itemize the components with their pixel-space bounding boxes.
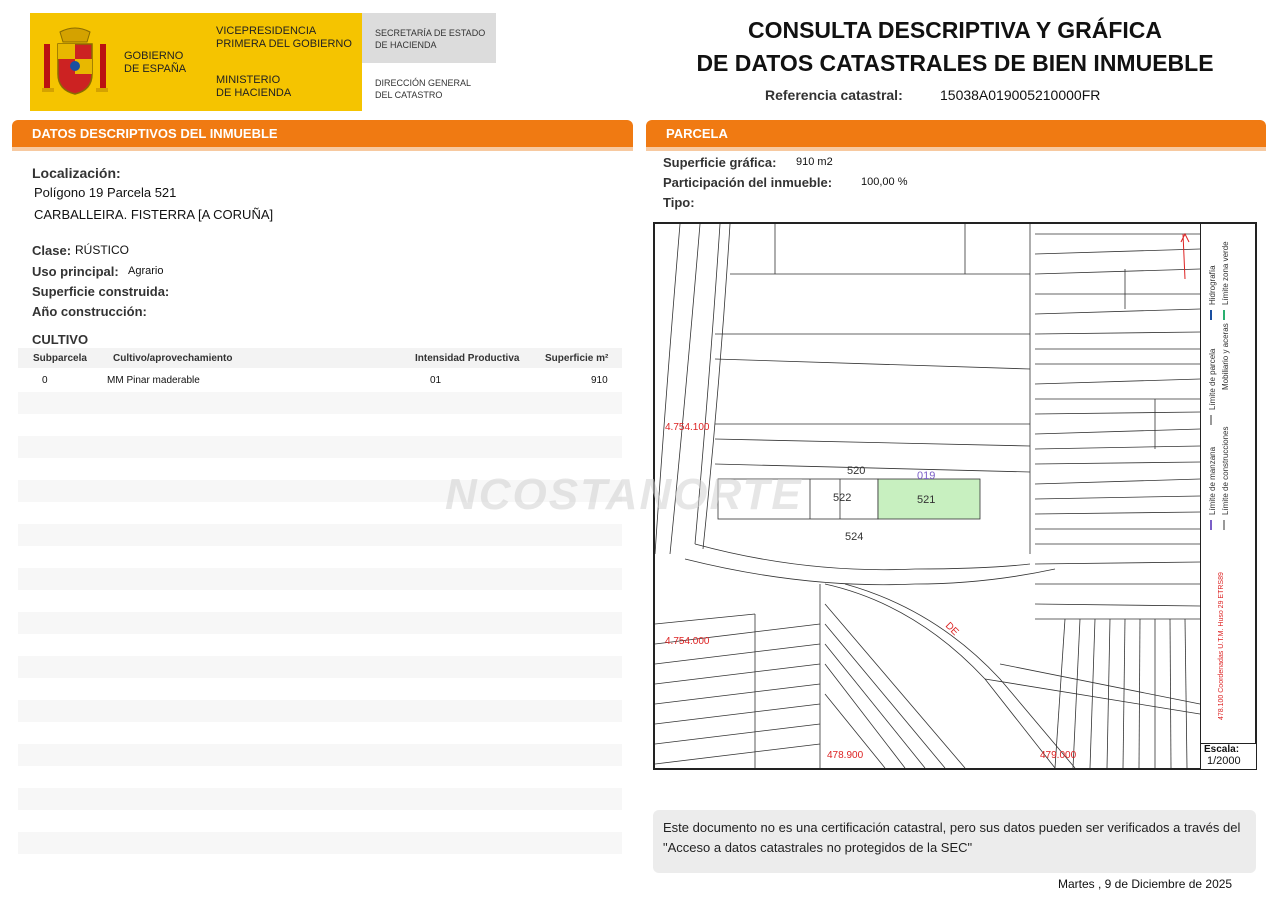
cultivo-title: CULTIVO [32,332,89,347]
north-arrow-icon [1181,234,1189,279]
table-row [18,766,622,788]
table-row [18,810,622,832]
row-superficie: 910 [591,375,608,386]
table-row [18,524,622,546]
document-date: Martes , 9 de Diciembre de 2025 [1058,877,1233,891]
disclaimer-note: Este documento no es una certificación catastral, pero sus datos pueden ser verificados a través del "Acceso a datos catastrales no protegidos de la SEC" [653,810,1256,873]
coord-x-left: 478.900 [827,750,864,761]
parcel-520-label: 520 [847,465,866,477]
road-label: DE [942,620,961,638]
watermark: NCOSTANORTE [445,470,803,519]
parcela-header: PARCELA [646,120,1266,148]
superficie-grafica-label: Superficie gráfica: [663,155,777,170]
legend-construcciones: Límite de construcciones [1221,426,1230,515]
table-row [18,678,622,700]
table-row [18,612,622,634]
localizacion-line1: Polígono 19 Parcela 521 [34,185,177,200]
col-subparcela: Subparcela [33,353,87,364]
coord-y-bottom: 4.754.000 [665,636,710,647]
parcel-019-label: 019 [917,470,936,482]
table-row [18,414,622,436]
legend-separator [1200,224,1201,744]
coord-y-top: 4.754.100 [665,422,710,433]
participacion-label: Participación del inmueble: [663,175,833,190]
participacion-value: 100,00 % [861,176,908,188]
legend-mobiliario: Mobiliario y aceras [1221,323,1230,390]
row-cultivo: MM Pinar maderable [107,375,200,386]
table-row [18,634,622,656]
table-row [18,392,622,414]
table-row [18,436,622,458]
legend-zona-verde: Límite zona verde [1221,241,1230,305]
superficie-grafica-value: 910 m2 [796,156,833,168]
legend-hidrografia: Hidrografía [1208,265,1217,305]
clase-label: Clase: [32,243,72,258]
secretaria-label: SECRETARÍA DE ESTADO DE HACIENDA [375,28,486,50]
datos-descriptivos-header: DATOS DESCRIPTIVOS DEL INMUEBLE [12,120,633,148]
map-legend [1203,230,1253,740]
legend-parcela: Límite de parcela [1208,348,1217,410]
localizacion-label: Localización: [32,165,121,181]
direccion-label: DIRECCIÓN GENERAL DEL CATASTRO [375,78,472,100]
gobierno-label: GOBIERNO DE ESPAÑA [124,50,187,75]
page-title: CONSULTA DESCRIPTIVA Y GRÁFICA DE DATOS CATASTRALES DE BIEN INMUEBLE [696,17,1214,76]
table-row [18,700,622,722]
parcel-522-label: 522 [833,492,852,504]
coord-system: 478.100 Coordenadas U.T.M. Huso 29 ETRS89 [1218,572,1225,720]
parcel-521-label: 521 [917,494,936,506]
ref-catastral-value: 15038A019005210000FR [940,87,1101,103]
table-row [18,590,622,612]
cultivo-table-header [18,348,622,368]
row-intensidad: 01 [430,375,442,386]
coord-x-right: 479.000 [1040,750,1077,761]
coat-of-arms-icon [40,26,110,98]
legend-manzana: Límite de manzana [1208,446,1217,515]
tipo-label: Tipo: [663,195,695,210]
uso-principal-value: Agrario [128,265,164,277]
header-underline [12,147,633,151]
table-row [18,722,622,744]
col-cultivo: Cultivo/aprovechamiento [113,353,233,364]
parcel-524-label: 524 [845,531,864,543]
header-underline [646,147,1266,151]
col-superficie: Superficie m² [545,353,609,364]
table-row [18,832,622,854]
row-subparcela: 0 [42,375,48,386]
ministerio-label: MINISTERIO DE HACIENDA [216,74,292,99]
clase-value: RÚSTICO [75,243,129,257]
superficie-construida-label: Superficie construida: [32,284,170,299]
table-row [18,788,622,810]
table-row [18,546,622,568]
table-row [18,568,622,590]
scale-value: 1/2000 [1207,755,1241,767]
vicepresidencia-label: VICEPRESIDENCIA PRIMERA DEL GOBIERNO [216,25,352,50]
col-intensidad: Intensidad Productiva [415,353,520,364]
scale-box [1200,743,1256,769]
ref-catastral-label: Referencia catastral: [765,87,903,103]
uso-principal-label: Uso principal: [32,264,119,279]
table-row [18,744,622,766]
scale-label: Escala: [1204,744,1240,755]
table-row [18,656,622,678]
localizacion-line2: CARBALLEIRA. FISTERRA [A CORUÑA] [34,207,274,222]
anio-construccion-label: Año construcción: [32,304,147,319]
